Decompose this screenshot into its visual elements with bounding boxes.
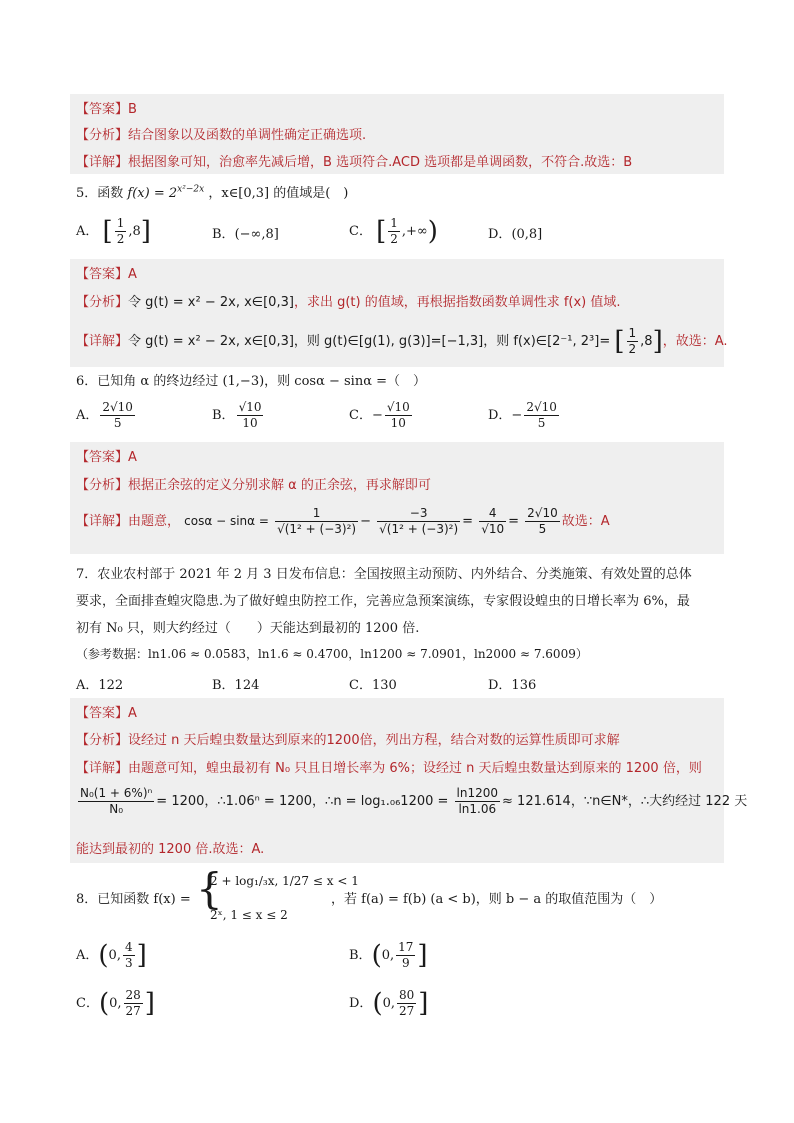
q7-option-a: A．122 bbox=[76, 678, 124, 693]
q7-detail-2: $\frac{\text{N₀(1 + 6\%)ⁿ}}{\text{N₀}}$ = 1200，∴1.06ⁿ = 1200，∴n = log₁.₀₆1200 = $\frac{\ln 1200}{\ln 1.06}$ ≈ 121.614，∵n∈N*，∴大约经过 122 天 bbox=[80, 786, 748, 816]
q7-line1: 7．农业农村部于 2021 年 2 月 3 日发布信息：全国按照主动预防、内外结合、分类施策、有效处置的总体 bbox=[76, 567, 692, 582]
q6-option-b: B． $\frac{√10}{10}$ bbox=[212, 400, 262, 430]
q8-option-c: C．(0, $\frac{28}{27}$ ] bbox=[76, 988, 155, 1019]
q6-option-c: C．− $\frac{√10}{10}$ bbox=[349, 400, 410, 430]
q7-option-d: D．136 bbox=[488, 678, 537, 693]
q8-piece-2: 2ˣ, 1 ≤ x ≤ 2 bbox=[210, 908, 288, 922]
q6-detail: 【详解】由题意， cosα − sinα = $\frac{1}{\text{√(1² + (−3)²)}}$ − $\frac{-3}{\text{√(1² + (−3)²)}}$ = $\frac{4}{√10}$ = $\frac{2√10}{5}$ 故选：A bbox=[76, 506, 610, 536]
q7-option-b: B．124 bbox=[212, 678, 260, 693]
q6-answer: 【答案】A bbox=[76, 450, 137, 465]
q5-function: $f(x) = 2^{x^2-2x}$ bbox=[127, 184, 205, 201]
q4-answer: 【答案】B bbox=[76, 102, 137, 117]
q7-line3: 初有 N₀ 只，则大约经过（ ）天能达到最初的 1200 倍. bbox=[76, 621, 420, 636]
q6-stem: 6．已知角 α 的终边经过 (1,−3)，则 cosα − sinα =（ ） bbox=[76, 374, 427, 389]
q8-piece-1: 2 + log₁/₃x, 1/27 ≤ x < 1 bbox=[210, 874, 359, 888]
q5-option-c: C． [ $\frac{1}{2}$ ,+∞) bbox=[349, 216, 438, 247]
q5-answer: 【答案】A bbox=[76, 267, 137, 282]
q7-detail-1: 【详解】由题意可知，蝗虫最初有 N₀ 只且日增长率为 6%；设经过 n 天后蝗虫数量达到原来的 1200 倍，则 bbox=[76, 761, 702, 776]
q7-reference: （参考数据：ln1.06 ≈ 0.0583，ln1.6 ≈ 0.4700，ln1200 ≈ 7.0901，ln2000 ≈ 7.6009） bbox=[76, 647, 588, 661]
q7-line2: 要求，全面排查蝗灾隐患.为了做好蝗虫防控工作，完善应急预案演练，专家假设蝗虫的日增长率为 6%，最 bbox=[76, 594, 690, 609]
q6-answer-panel bbox=[70, 442, 724, 554]
q5-option-a: A． [ $\frac{1}{2}$ ,8] bbox=[76, 216, 151, 247]
q5-stem: 5．函数 $f(x) = 2^{x^2-2x}$ ，x∈[0,3] 的值域是( ) bbox=[76, 184, 349, 201]
q7-option-c: C．130 bbox=[349, 678, 397, 693]
q5-detail: 【详解】令 g(t) = x² − 2x, x∈[0,3]，则 g(t)∈[g(1), g(3)]=[−1,3]，则 f(x)∈[2⁻¹, 2³]= [ $\frac{1}{2}$ ,8]，故选：A. bbox=[76, 326, 728, 357]
q4-detail: 【详解】根据图象可知，治愈率先减后增，B 选项符合.ACD 选项都是单调函数，不符合.故选：B bbox=[76, 155, 633, 170]
q6-option-d: D．− $\frac{2√10}{5}$ bbox=[488, 400, 557, 430]
q6-analysis: 【分析】根据正余弦的定义分别求解 α 的正余弦，再求解即可 bbox=[76, 478, 431, 493]
q7-detail-3: 能达到最初的 1200 倍.故选：A. bbox=[76, 842, 265, 857]
q8-option-d: D．(0, $\frac{80}{27}$ ] bbox=[349, 988, 429, 1019]
q6-option-a: A． $\frac{2√10}{5}$ bbox=[76, 400, 133, 430]
q5-option-b: B．(−∞,8] bbox=[212, 227, 279, 242]
q8-stem: 8．已知函数 f(x) = ，若 f(a) = f(b) (a < b)，则 b − a 的取值范围为（ ） bbox=[76, 892, 663, 907]
q5-analysis: 【分析】令 g(t) = x² − 2x, x∈[0,3]，求出 g(t) 的值域，再根据指数函数单调性求 f(x) 值域. bbox=[76, 295, 621, 310]
q5-option-d: D．(0,8] bbox=[488, 227, 543, 242]
q8-option-a: A．(0, $\frac{4}{3}$ ] bbox=[76, 940, 147, 971]
q8-option-b: B．(0, $\frac{17}{9}$ ] bbox=[349, 940, 428, 971]
q7-answer: 【答案】A bbox=[76, 706, 137, 721]
q7-analysis: 【分析】设经过 n 天后蝗虫数量达到原来的1200倍，列出方程，结合对数的运算性质即可求解 bbox=[76, 733, 620, 748]
q4-analysis: 【分析】结合图象以及函数的单调性确定正确选项. bbox=[76, 128, 367, 143]
